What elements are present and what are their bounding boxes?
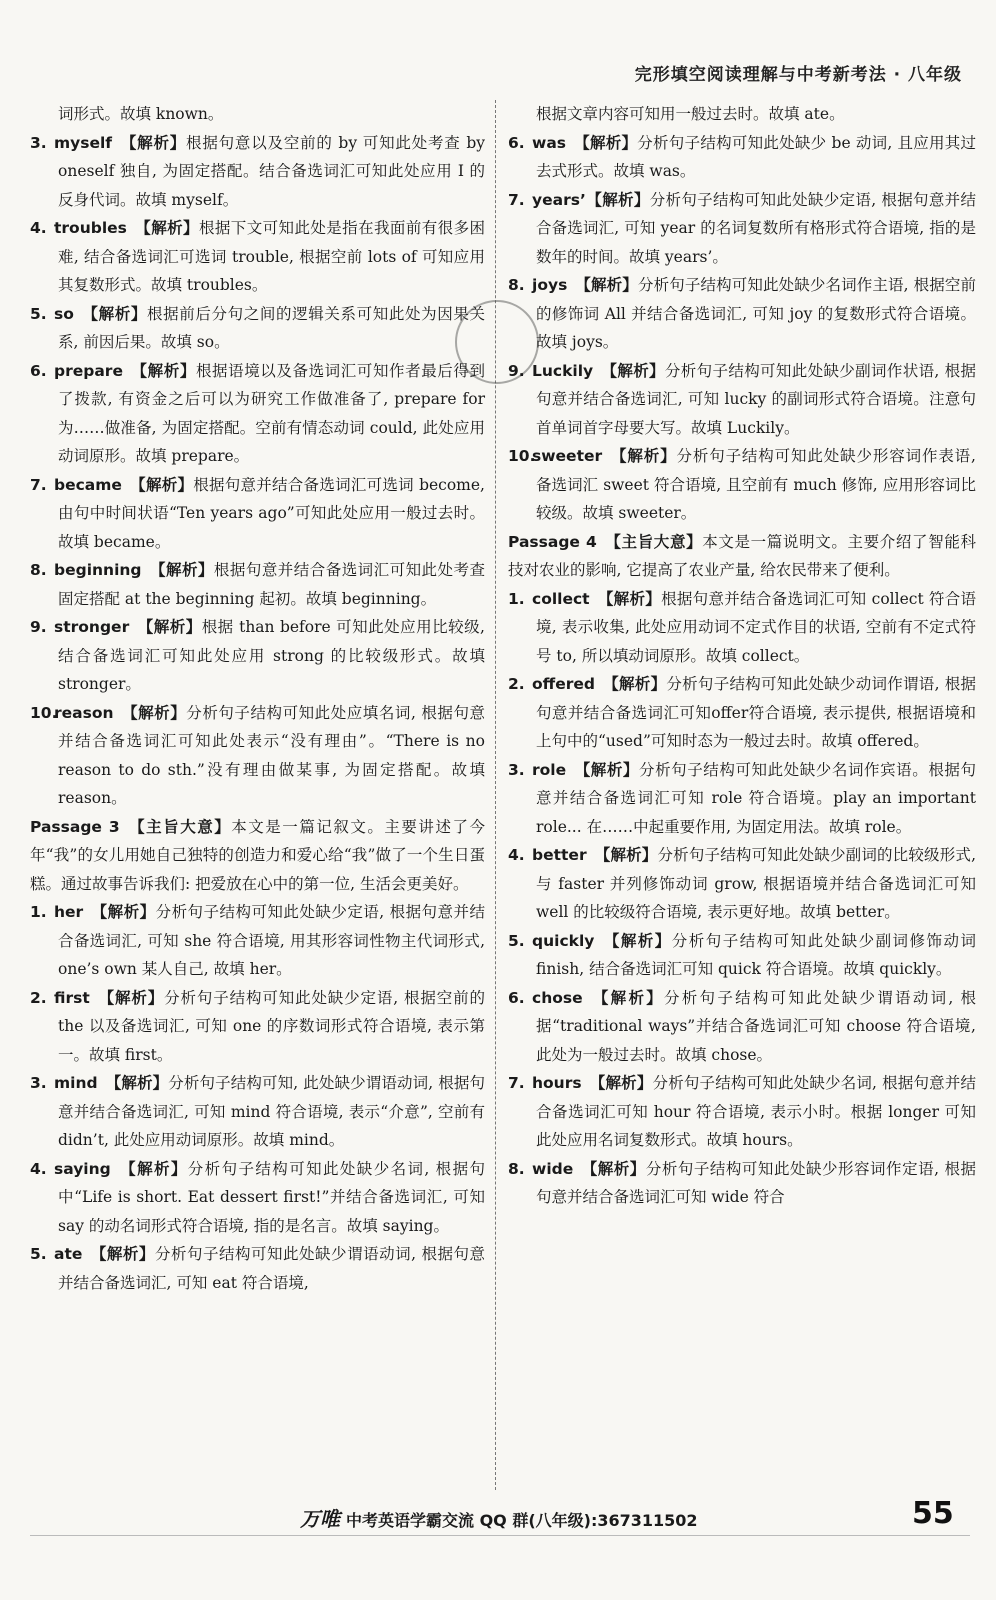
answer-word: offered [532, 675, 595, 693]
analysis-tag: 【解析】 [594, 846, 658, 864]
answer-number: 7. [508, 190, 525, 209]
footer-text: 中考英语学霸交流 QQ 群(八年级):367311502 [346, 1511, 698, 1530]
analysis-tag: 【解析】 [97, 988, 165, 1007]
answer-entry [30, 214, 485, 300]
answer-word: role [532, 760, 567, 779]
page-number: 55 [912, 1496, 954, 1531]
summary-tag: 【主旨大意】 [127, 817, 232, 836]
analysis-text: 分析句子结构可知此处缺少名词, 根据句中“Life is short. Eat dessert first!”并结合备选词汇, 可知 say 的动名词形式符合语境, 指的是名言。故填 saying。 [58, 1159, 485, 1235]
answer-number: 4. [30, 1159, 47, 1178]
right-column [508, 100, 976, 1212]
answer-number: 2. [30, 988, 47, 1007]
answer-number: 6. [508, 133, 525, 152]
analysis-text: 分析句子结构可知此处缺少谓语动词, 根据句意并结合备选词汇, 可知 eat 符合语境, [58, 1245, 485, 1292]
answer-number: 8. [30, 561, 47, 579]
answer-number: 8. [508, 1159, 525, 1178]
answer-entry [30, 556, 485, 613]
analysis-tag: 【解析】 [90, 1245, 155, 1263]
analysis-tag: 【解析】 [149, 561, 214, 579]
answer-word: saying [54, 1159, 111, 1178]
analysis-tag: 【解析】 [134, 219, 199, 237]
answer-number: 2. [508, 675, 525, 693]
answer-entry [30, 129, 485, 215]
answer-word: first [54, 988, 90, 1007]
analysis-text: 分析句子结构可知此处缺少定语, 根据句意并结合备选词汇, 可知 she 符合语境, 用其形容词性物主代词形式, one’s own 某人自己, 故填 her。 [58, 903, 485, 978]
analysis-tag: 【解析】 [81, 304, 147, 323]
analysis-tag: 【解析】 [601, 361, 665, 380]
answer-entry [508, 1069, 976, 1155]
analysis-text: 分析句子结构可知此处缺少副词修饰动词 finish, 结合备选词汇可知 quick 符合语境。故填 quickly。 [536, 931, 976, 978]
answer-word: joys [532, 276, 568, 294]
answer-word: quickly [532, 931, 595, 950]
analysis-tag: 【解析】 [137, 618, 202, 636]
answer-number: 3. [30, 1074, 47, 1092]
analysis-tag: 【解析】 [574, 760, 639, 779]
answer-word: stronger [54, 618, 130, 636]
answer-number: 1. [30, 903, 47, 921]
analysis-text: 分析句子结构可知此处缺少副词作状语, 根据句意并结合备选词汇, 可知 lucky 的副词形式符合语境。注意句首单词首字母要大写。故填 Luckily。 [536, 361, 976, 437]
passage-title: Passage 4 [508, 532, 597, 551]
analysis-tag: 【解析】 [589, 1074, 653, 1092]
answer-number: 10. [508, 447, 536, 465]
answer-number: 3. [508, 760, 525, 779]
analysis-text: 分析句子结构可知此处缺少谓语动词, 根据“traditional ways”并结合备选词汇可知 choose 符合语境, 此处为一般过去时。故填 chose。 [536, 988, 976, 1064]
answer-number: 4. [30, 219, 47, 237]
answer-word: Luckily [532, 361, 594, 380]
answer-number: 7. [508, 1074, 525, 1092]
answer-entry [508, 129, 976, 186]
answer-entry [30, 898, 485, 984]
answer-entry [30, 1155, 485, 1241]
analysis-tag: 【解析】 [575, 276, 638, 294]
left-column [30, 100, 485, 1297]
answer-entry [30, 1240, 485, 1297]
analysis-tag: 【解析】 [105, 1074, 169, 1092]
analysis-text: 根据句意并结合备选词汇可知此处考查固定搭配 at the beginning 起初。故填 beginning。 [58, 561, 485, 608]
answer-number: 5. [30, 304, 47, 323]
answer-entry [508, 756, 976, 842]
answer-entry [30, 1069, 485, 1155]
analysis-tag: 【解析】 [120, 133, 187, 152]
answer-number: 9. [508, 361, 525, 380]
analysis-tag: 【解析】 [602, 675, 667, 693]
answer-word: beginning [54, 561, 142, 579]
continued-text: 根据文章内容可知用一般过去时。故填 ate。 [536, 105, 845, 123]
analysis-tag: 【解析】 [597, 589, 662, 608]
continued-text: 词形式。故填 known。 [58, 105, 224, 123]
analysis-tag: 【解析】 [602, 931, 672, 950]
answer-word: years’ [532, 190, 586, 209]
analysis-tag: 【解析】 [91, 903, 156, 921]
analysis-text: 分析句子结构可知此处缺少名词作主语, 根据空前的修饰词 All 并结合备选词汇, 可知 joy 的复数形式符合语境。故填 joys。 [536, 276, 976, 351]
analysis-text: 根据 than before 可知此处应用比较级, 结合备选词汇可知此处应用 strong 的比较级形式。故填 stronger。 [58, 618, 485, 693]
analysis-text: 分析句子结构可知此处缺少名词, 根据句意并结合备选词汇可知 hour 符合语境, 表示小时。根据 longer 可知此处应用名词复数形式。故填 hours。 [536, 1074, 976, 1149]
analysis-text: 分析句子结构可知此处缺少名词作宾语。根据句意并结合备选词汇可知 role 符合语境。play an important role... 在……中起重要作用, 为固定用法。故填 role。 [536, 760, 976, 836]
answer-list-passage3-cont [508, 129, 976, 528]
answer-word: troubles [54, 219, 127, 237]
answer-number: 7. [30, 475, 47, 494]
analysis-text: 分析句子结构可知此处缺少 be 动词, 且应用其过去式形式。故填 was。 [536, 133, 976, 180]
analysis-tag: 【解析】 [130, 361, 196, 380]
summary-tag: 【主旨大意】 [604, 532, 703, 551]
answer-entry [508, 271, 976, 357]
analysis-tag: 【解析】 [593, 190, 650, 209]
answer-word: chose [532, 988, 583, 1007]
answer-number: 8. [508, 276, 525, 294]
answer-entry [508, 186, 976, 272]
answer-entry [508, 841, 976, 927]
analysis-text: 根据句意并结合备选词汇可选词 become, 由句中时间状语“Ten years ago”可知此处应用一般过去时。故填 became。 [58, 475, 485, 551]
answer-entry [30, 357, 485, 471]
answer-word: collect [532, 589, 590, 608]
passage-title: Passage 3 [30, 817, 120, 836]
answer-word: hours [532, 1074, 582, 1092]
answer-word: wide [532, 1159, 574, 1178]
analysis-text: 分析句子结构可知此处缺少定语, 根据空前的 the 以及备选词汇, 可知 one 的序数词形式符合语境, 表示第一。故填 first。 [58, 988, 485, 1064]
summary-text: 本文是一篇记叙文。主要讲述了今年“我”的女儿用她自己独特的创造力和爱心给“我”做了一个生日蛋糕。通过故事告诉我们: 把爱放在心中的第一位, 生活会更美好。 [30, 817, 485, 893]
answer-word: became [54, 475, 122, 494]
answer-entry [30, 699, 485, 813]
answer-number: 10. [30, 703, 58, 722]
answer-entry [30, 613, 485, 699]
footer [300, 1503, 820, 1532]
answer-word: myself [54, 133, 113, 152]
analysis-tag: 【解析】 [610, 447, 677, 465]
answer-word: was [532, 133, 567, 152]
answer-number: 4. [508, 846, 525, 864]
analysis-text: 分析句子结构可知此处缺少定语, 根据句意并结合备选词汇, 可知 year 的名词复数所有格形式符合语境, 指的是数年的时间。故填 years’。 [536, 190, 976, 266]
analysis-tag: 【解析】 [129, 475, 194, 494]
footer-rule [30, 1535, 970, 1536]
analysis-text: 根据语境以及备选词汇可知作者最后得到了拨款, 有资金之后可以为研究工作做准备了, prepare for 为……做准备, 为固定搭配。空前有情态动词 could, 此处应用动词原形。故填 prepare。 [58, 361, 485, 465]
answer-entry [508, 984, 976, 1070]
analysis-tag: 【解析】 [574, 133, 638, 152]
answer-word: better [532, 846, 587, 864]
answer-number: 3. [30, 133, 47, 152]
answer-number: 5. [30, 1245, 47, 1263]
answer-word: reason [54, 703, 114, 722]
answer-number: 1. [508, 589, 525, 608]
running-header: 完形填空阅读理解与中考新考法 · 八年级 [634, 65, 962, 85]
analysis-text: 分析句子结构可知此处应填名词, 根据句意并结合备选词汇可知此处表示“没有理由”。“There is no reason to do sth.”没有理由做某事, 为固定搭配。故填 reason。 [58, 703, 485, 807]
analysis-text: 分析句子结构可知此处缺少形容词作定语, 根据句意并结合备选词汇可知 wide 符合 [536, 1159, 976, 1206]
answer-number: 6. [30, 361, 47, 380]
answer-entry [508, 670, 976, 756]
analysis-text: 分析句子结构可知此处缺少副词的比较级形式, 与 faster 并列修饰动词 grow, 根据语境并结合备选词汇可知 well 的比较级符合语境, 表示更好地。故填 better。 [536, 846, 976, 921]
analysis-text: 根据前后分句之间的逻辑关系可知此处为因果关系, 前因后果。故填 so。 [58, 304, 485, 351]
passage-summary [508, 528, 976, 585]
answer-list-passage4 [508, 585, 976, 1212]
answer-word: sweeter [532, 447, 603, 465]
analysis-text: 分析句子结构可知, 此处缺少谓语动词, 根据句意并结合备选词汇, 可知 mind 符合语境, 表示“介意”, 空前有 didn’t, 此处应用动词原形。故填 mind。 [58, 1074, 485, 1149]
analysis-tag: 【解析】 [118, 1159, 188, 1178]
answer-entry [508, 1155, 976, 1212]
answer-word: mind [54, 1074, 98, 1092]
answer-entry [30, 984, 485, 1070]
answer-entry [508, 357, 976, 443]
answer-list-passage2 [30, 129, 485, 813]
answer-number: 9. [30, 618, 47, 636]
answer-word: prepare [54, 361, 123, 380]
analysis-text: 根据下文可知此处是指在我面前有很多困难, 结合备选词汇可选词 trouble, 根据空前 lots of 可知应用其复数形式。故填 troubles。 [58, 219, 485, 294]
analysis-tag: 【解析】 [581, 1159, 646, 1178]
summary-text: 本文是一篇说明文。主要介绍了智能科技对农业的影响, 它提高了农业产量, 给农民带来了便利。 [508, 532, 976, 579]
answer-entry [30, 471, 485, 557]
passage-summary [30, 813, 485, 899]
analysis-tag: 【解析】 [121, 703, 187, 722]
analysis-text: 根据句意以及空前的 by 可知此处考查 by oneself 独自, 为固定搭配。结合备选词汇可知此处应用 I 的反身代词。故填 myself。 [58, 133, 485, 209]
answer-entry [30, 300, 485, 357]
answer-word: her [54, 903, 84, 921]
answer-word: ate [54, 1245, 83, 1263]
answer-number: 5. [508, 931, 525, 950]
answer-entry [508, 442, 976, 528]
brand-logo: 万唯 [300, 1507, 340, 1531]
answer-word: so [54, 304, 74, 323]
answer-list-passage3 [30, 898, 485, 1297]
answer-number: 6. [508, 988, 525, 1007]
analysis-text: 根据句意并结合备选词汇可知 collect 符合语境, 表示收集, 此处应用动词不定式作目的状语, 空前有不定式符号 to, 所以填动词原形。故填 collect。 [536, 589, 976, 665]
answer-entry [508, 927, 976, 984]
analysis-text: 分析句子结构可知此处缺少动词作谓语, 根据句意并结合备选词汇可知offer符合语境, 表示提供, 根据语境和上句中的“used”可知时态为一般过去时。故填 offered。 [536, 675, 976, 750]
answer-entry [508, 585, 976, 671]
analysis-text: 分析句子结构可知此处缺少形容词作表语, 备选词汇 sweet 符合语境, 且空前有 much 修饰, 应用形容词比较级。故填 sweeter。 [536, 447, 976, 522]
analysis-tag: 【解析】 [590, 988, 664, 1007]
